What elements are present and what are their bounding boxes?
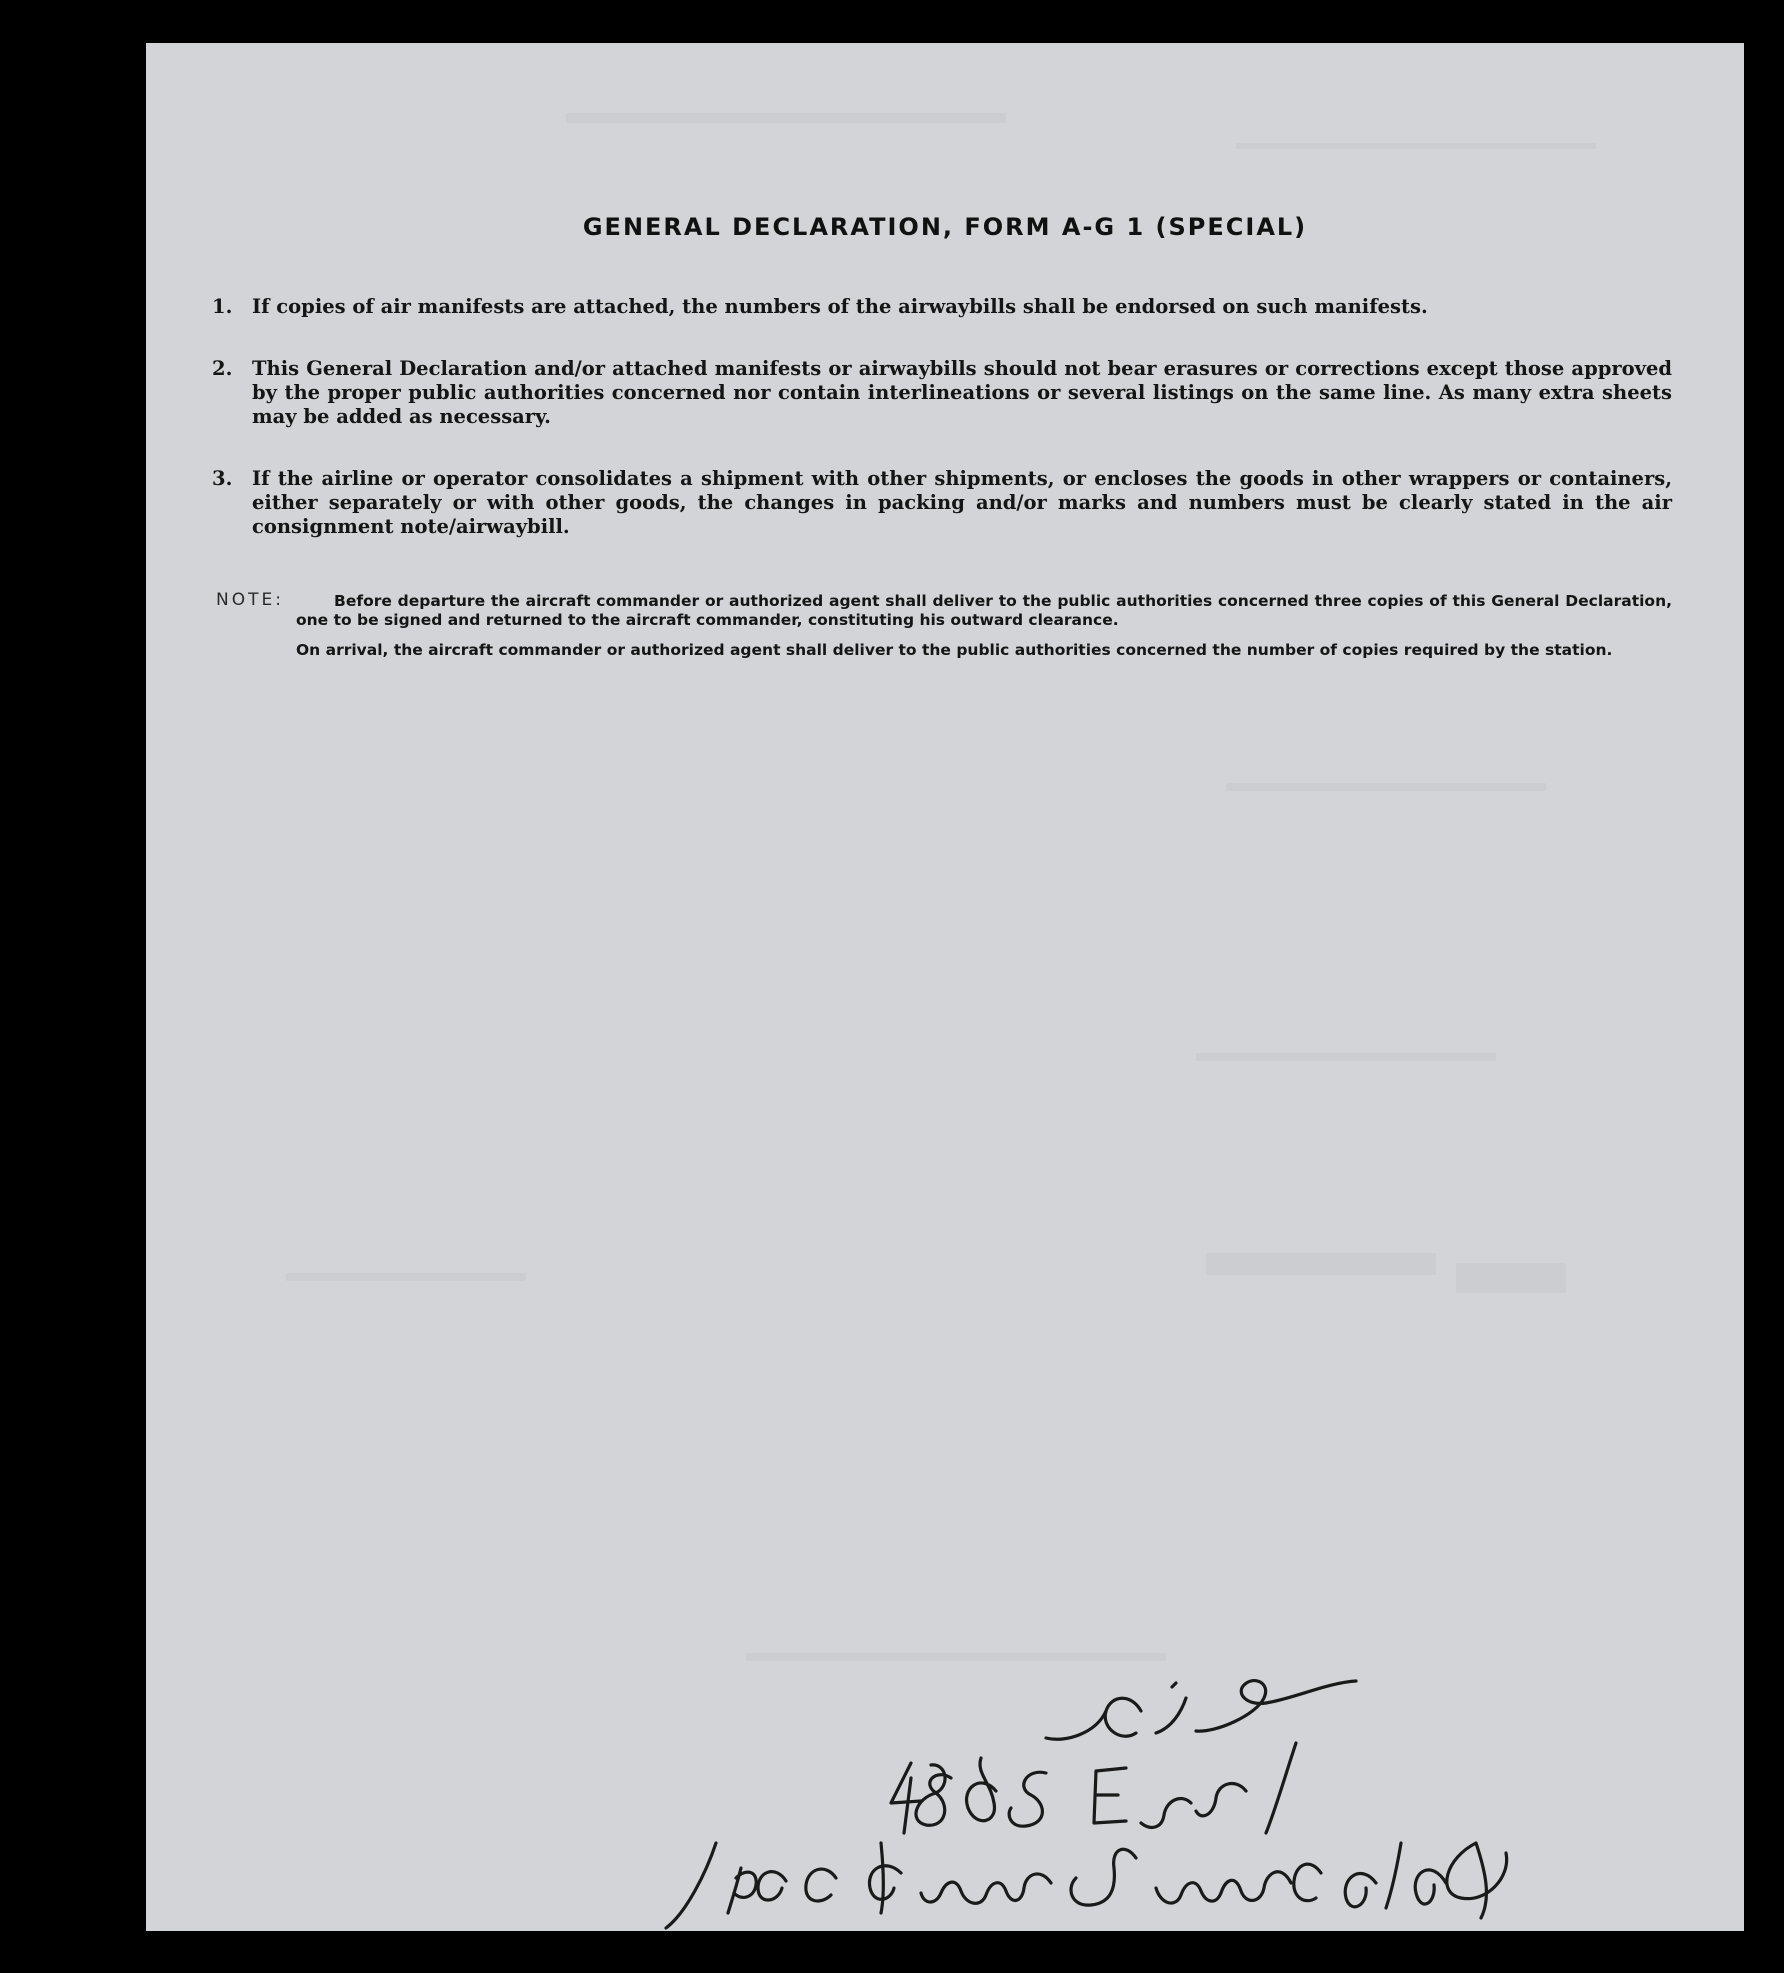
- note-label: NOTE:: [216, 590, 284, 610]
- item-text: If copies of air manifests are attached, the numbers of the airwaybills shall be endorsed on such manifests.: [252, 295, 1428, 318]
- item-number: 3.: [212, 467, 233, 490]
- item-text: This General Declaration and/or attached manifests or airwaybills should not bear erasures or corrections except those approved by the proper public authorities concerned nor contain interlineations or several listings on the same line. As many extra sheets may be added as necessary.: [252, 357, 1672, 428]
- item-number: 2.: [212, 357, 233, 380]
- item-text: If the airline or operator consolidates a shipment with other shipments, or encloses the goods in other wrappers or containers, either separately or with other goods, the changes in packing and/or marks and numbers must be clearly stated in the air consignment note/airwaybill.: [252, 467, 1672, 538]
- note-paragraph: Before departure the aircraft commander or authorized agent shall deliver to the public authorities concerned three copies of this General Declaration, one to be signed and returned to the aircraft commander, constituting his outward clearance.: [296, 592, 1672, 629]
- handwriting-line-3: [1046, 1681, 1356, 1740]
- handwriting-line-2: [891, 1743, 1296, 1833]
- form-title: GENERAL DECLARATION, FORM A-G 1 (SPECIAL): [582, 213, 1308, 241]
- item-number: 1.: [212, 295, 233, 318]
- handwritten-annotation: [146, 43, 1744, 1931]
- document-page: [146, 43, 1744, 1931]
- note-paragraph: On arrival, the aircraft commander or authorized agent shall deliver to the public authorities concerned the number of copies required by the station.: [296, 641, 1613, 659]
- handwriting-line-1: [666, 1843, 1507, 1928]
